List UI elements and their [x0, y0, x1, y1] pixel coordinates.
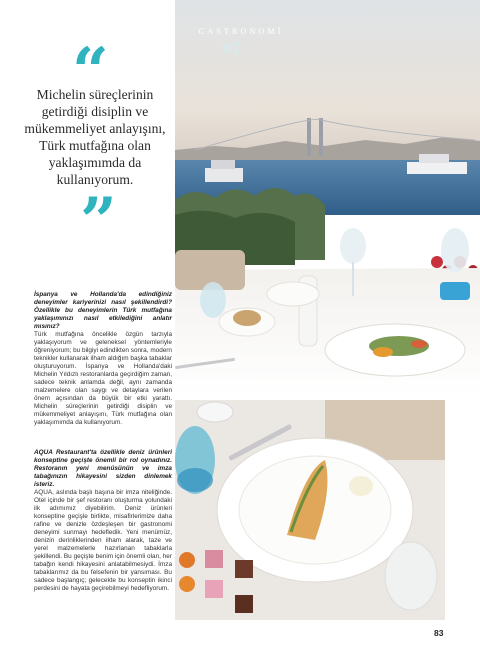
close-quote-mark: ”: [80, 184, 111, 259]
page-number: 83: [434, 628, 444, 638]
section-subtitle: şef: [222, 38, 240, 55]
article-column-2: [34, 449, 172, 593]
pull-quote: Michelin süreçlerinin getirdiği disiplin ve mükemmeliyet anlayışını, Türk mutfağına olan yaklaşımımda da kullanıyorum.: [24, 87, 166, 187]
answer-2: AQUA, aslında başlı başına bir imza niteliğinde. Otel içinde bir şef restoranı oluşturma yolundaki ilk adımımız diyebilirim. Deniz ürünleri konseptine geçişle birlikte, misafirlerimize daha rafine ve denizle özdeşleşen bir gastronomi deneyimi sunmayı hedefledik. Yeni menümüz, denizin derinliklerinden ilham alarak, taze ve yerel malzemelerle hazırlanan tabaklarla şekillendi. Bu geçişte benim için önemli olan, her tabağın kendi hikayesini anlatabilmesiydi. İmza tabaklarımız da bu felsefenin bir yansıması. Bu sadece başlangıç; gelecekte bu konseptin ikinci perdesini de hayata geçirebilmeyi hedefliyorum.: [34, 489, 172, 592]
question-2: AQUA Restaurant'ta özellikle deniz ürünleri konseptine geçişte önemli bir rol oynadınız. Restoranın yeni menüsünün ve imza tabağınızın hikayesini sizden dinlemek isteriz.: [34, 449, 172, 488]
answer-1: Türk mutfağına öncelikle özgün tarzıyla yaklaşıyorum ve geleneksel yöntemleriyle öğreniyorum; bu bilgiyi edindikten sonra, modern teknikler kullanarak ilham aldığım başka tabaklar oluşturuyorum. İspanya ve Hollanda'daki Michelin Yıldızlı restoranlarda geçirdiğim zaman, sadece teknik anlamda değil, aynı zamanda malzemelere olan saygı ve detaylara verilen önem açısından da büyük bir etki yarattı. Michelin süreçlerinin getirdiği disiplin ve mükemmeliyet anlayışını, Türk mutfağına olan yaklaşımımda da kullanıyorum.: [34, 331, 172, 426]
terrace-table-photo: [175, 0, 480, 394]
question-1: İspanya ve Hollanda'da edindiğiniz deneyimler kariyerinizi nasıl şekillendirdi? Özellikle bu deneyimlerin Türk mutfağına yaklaşımınızı nasıl etkilediğini anlatır mısınız?: [34, 291, 172, 330]
section-title: GASTRONOMİ: [198, 27, 284, 36]
open-quote-mark: “: [72, 34, 103, 109]
signature-plate-photo: [175, 400, 445, 620]
article-column-1: [34, 291, 172, 427]
